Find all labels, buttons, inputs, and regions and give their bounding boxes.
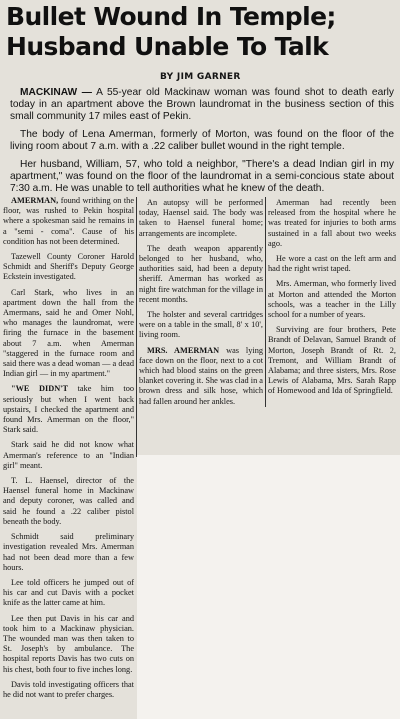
paragraph-text: The death weapon apparently belonged to her husband, who, authorities said, had been a deputy sheriff. Amerman has worked as night fire watchman for the village in recent months. xyxy=(139,243,263,304)
paragraph-text: Davis told investigating officers that he did not want to prefer charges. xyxy=(3,679,134,699)
paragraph-text: T. L. Haensel, director of the Haensel funeral home in Mackinaw and deputy coroner, was called and said he found a .22 caliber pistol beneath the body. xyxy=(3,476,134,526)
paragraph xyxy=(268,254,396,274)
paragraph-text: A 55-year old Mackinaw woman was found shot to death early today in an apartment above the Brown laundromat in the business section of this small community 17 miles east of Pekin. xyxy=(10,87,394,122)
paragraph-text: take him too seriously but when I went back upstairs, I checked the apartment and found Mrs. Amerman on the floor," Stark said. xyxy=(3,384,134,435)
paragraph-text: Her husband, William, 57, who told a neighbor, "There's a dead Indian girl in my apartment," was found on the floor of the laundromat in a semi-concious state about 7:30 a.m. He was unable to tell authorities what he knew of the death. xyxy=(10,159,394,194)
column-2 xyxy=(139,198,263,412)
paragraph-text: The holster and several cartridges were on a table in the small, 8' x 10', living room. xyxy=(139,310,263,340)
paragraph-text: was lying face down on the floor, next to a cot which had blood stains on the green blanket covering it. She was clad in a brown dress and silk hose, which had fallen around her ankles. xyxy=(139,345,263,406)
lead-paragraph xyxy=(10,129,394,153)
lead-paragraphs xyxy=(10,87,394,201)
paragraph-text: Lee then put Davis in his car and took him to a Mackinaw physician. The wounded man was then taken to St. Joseph's by ambulance. The hospital reports Davis has two cuts on his chest, both four to five inches long. xyxy=(3,613,134,674)
paragraph-text: Tazewell County Coroner Harold Schmidt and Sheriff's Deputy George Eckstein investigated. xyxy=(3,252,134,282)
paragraph xyxy=(3,532,134,573)
paragraph xyxy=(268,198,396,249)
column-3 xyxy=(268,198,396,402)
paragraph xyxy=(139,244,263,305)
paragraph-text: An autopsy will be performed today, Haensel said. The body was taken to Haensel funeral home; arrangements are incomplete. xyxy=(139,198,263,238)
paragraph-text: The body of Lena Amerman, formerly of Morton, was found on the floor of the living room about 7 a.m. with a .22 caliber bullet wound in the right temple. xyxy=(10,129,394,152)
paragraph-text: He wore a cast on the left arm and had the right wrist taped. xyxy=(268,254,396,274)
headline-line-2: Husband Unable To Talk xyxy=(6,32,329,61)
paragraph-text: Carl Stark, who lives in an apartment down the hall from the Amermans, said he and Omer Nohl, who manages the laundromat, were firing the furnace in the basement about 7 a.m. when Amerman "staggered in the furnace room and said there was a dead woman — a dead Indian girl — in my apartment." xyxy=(3,287,134,379)
paragraph-lead: MRS. AMERMAN xyxy=(147,345,220,355)
dateline: MACKINAW — xyxy=(20,87,92,98)
paragraph xyxy=(139,198,263,239)
paragraph xyxy=(3,288,134,380)
paragraph-text: Amerman had recently been released from the hospital where he was treated for injuries to both arms sustained in a fall about two weeks ago. xyxy=(268,198,396,248)
paragraph-text: Surviving are four brothers, Pete Brandt of Delavan, Samuel Brandt of Morton, Joseph Brandt of Rt. 2, Tremont, and William Brandt of Alabama; and three sisters, Mrs. Rose Lewis of Alabama, Mrs. Sarah Rapp of Homewood and Ida of Springfield. xyxy=(268,325,396,396)
paragraph xyxy=(268,325,396,396)
paragraph-lead: "WE DIDN'T xyxy=(11,384,69,394)
paragraph-text: found writhing on the floor, was rushed to Pekin hospital where a spokesman said he remains in a "semi - coma". Cause of his condition has not been determined. xyxy=(3,196,134,246)
paragraph-text: Schmidt said preliminary investigation revealed Mrs. Amerman had not been dead more than a few hours. xyxy=(3,532,134,572)
paragraph xyxy=(268,279,396,320)
paragraph xyxy=(3,680,134,700)
paragraph xyxy=(3,476,134,527)
column-1 xyxy=(3,196,134,705)
headline-line-1: Bullet Wound In Temple; xyxy=(6,2,336,31)
lead-paragraph xyxy=(10,159,394,195)
headline xyxy=(6,2,398,62)
paragraph xyxy=(3,384,134,435)
paragraph xyxy=(139,346,263,407)
paragraph xyxy=(3,614,134,675)
paragraph xyxy=(139,310,263,341)
lead-paragraph xyxy=(10,87,394,123)
paragraph-text: Lee told officers he jumped out of his car and cut Davis with a pocket knife as the latter came at him. xyxy=(3,577,134,608)
column-rule xyxy=(265,197,266,407)
column-rule xyxy=(136,197,137,457)
paragraph-text: Mrs. Amerman, who formerly lived at Morton and attended the Morton schools, was a teacher in the Lilly school for a number of years. xyxy=(268,279,396,320)
paragraph xyxy=(3,578,134,609)
paragraph xyxy=(3,440,134,471)
paragraph xyxy=(3,252,134,283)
paragraph-lead: AMERMAN, xyxy=(11,196,59,205)
blank-area xyxy=(137,455,400,719)
paragraph xyxy=(3,196,134,247)
paragraph-text: Stark said he did not know what Amerman's reference to an "Indian girl" meant. xyxy=(3,440,134,470)
byline: BY JIM GARNER xyxy=(160,72,241,82)
